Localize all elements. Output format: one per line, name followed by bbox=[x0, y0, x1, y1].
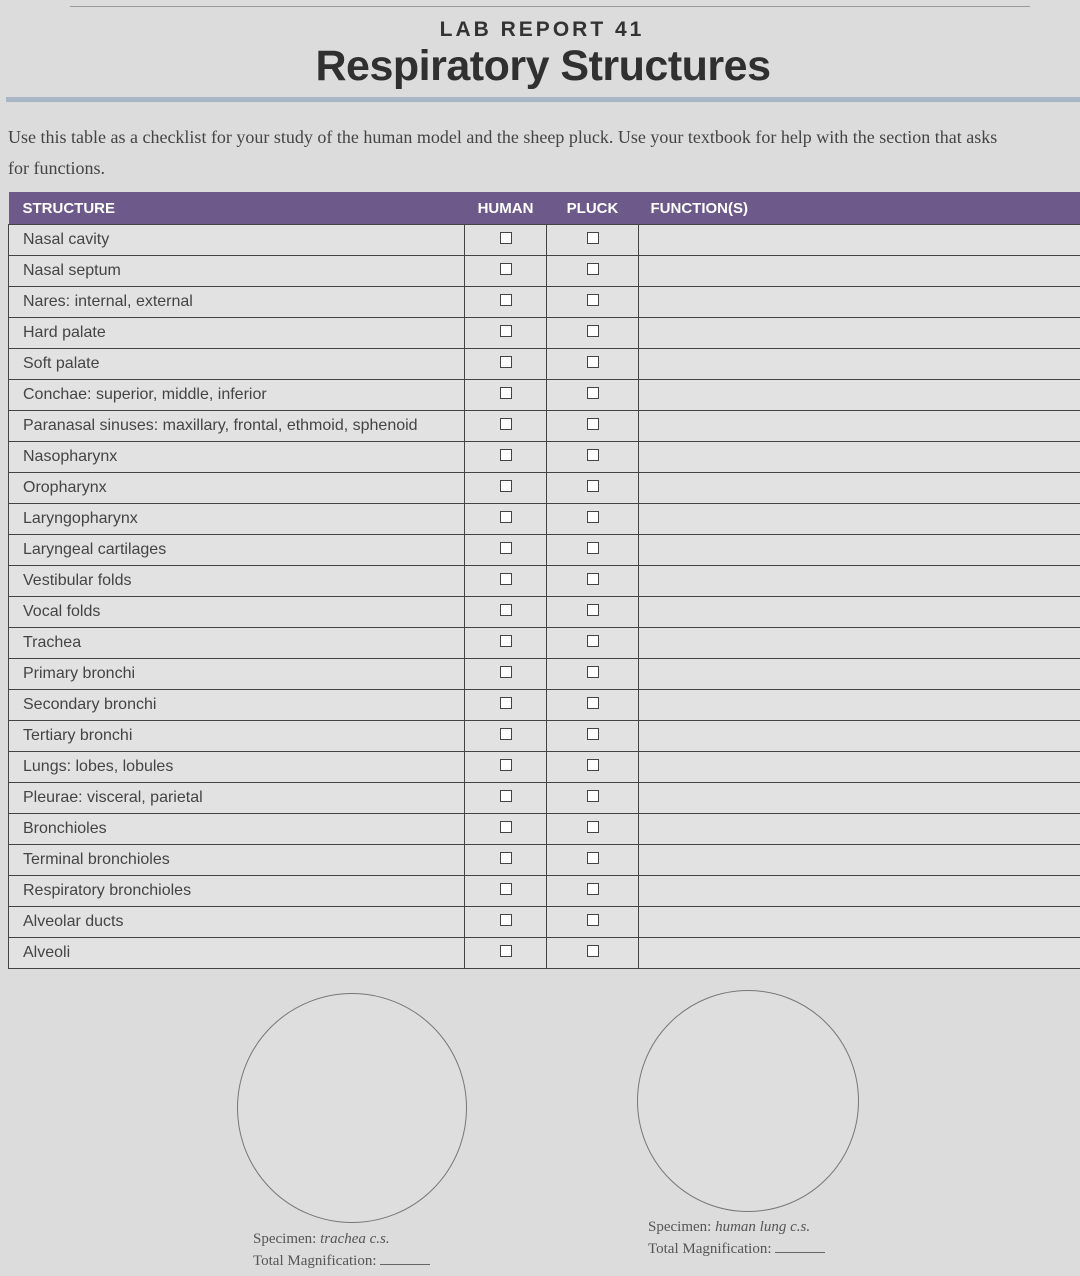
human-checkbox[interactable] bbox=[500, 914, 512, 926]
functions-cell[interactable] bbox=[639, 597, 1080, 628]
table-header-row bbox=[9, 192, 1080, 225]
top-rule bbox=[70, 6, 1030, 7]
pluck-checkbox[interactable] bbox=[587, 232, 599, 244]
pluck-cell bbox=[547, 845, 639, 876]
human-cell bbox=[465, 721, 547, 752]
structure-name: Pleurae: visceral, parietal bbox=[9, 783, 465, 814]
human-checkbox[interactable] bbox=[500, 294, 512, 306]
pluck-checkbox[interactable] bbox=[587, 480, 599, 492]
human-cell bbox=[465, 783, 547, 814]
pluck-cell bbox=[547, 628, 639, 659]
pluck-cell bbox=[547, 876, 639, 907]
table-row bbox=[9, 442, 1080, 473]
table-row bbox=[9, 597, 1080, 628]
human-checkbox[interactable] bbox=[500, 387, 512, 399]
pluck-cell bbox=[547, 690, 639, 721]
pluck-cell bbox=[547, 721, 639, 752]
human-checkbox[interactable] bbox=[500, 449, 512, 461]
human-checkbox[interactable] bbox=[500, 821, 512, 833]
column-header-structure: STRUCTURE bbox=[9, 192, 465, 225]
pluck-cell bbox=[547, 597, 639, 628]
human-cell bbox=[465, 690, 547, 721]
human-checkbox[interactable] bbox=[500, 604, 512, 616]
human-cell bbox=[465, 380, 547, 411]
structure-name: Terminal bronchioles bbox=[9, 845, 465, 876]
pluck-cell bbox=[547, 566, 639, 597]
table-row bbox=[9, 938, 1080, 969]
pluck-cell bbox=[547, 442, 639, 473]
pluck-cell bbox=[547, 504, 639, 535]
functions-cell[interactable] bbox=[639, 783, 1080, 814]
structure-name: Nasal cavity bbox=[9, 225, 465, 256]
pluck-cell bbox=[547, 380, 639, 411]
table-row bbox=[9, 876, 1080, 907]
pluck-checkbox[interactable] bbox=[587, 759, 599, 771]
functions-cell[interactable] bbox=[639, 752, 1080, 783]
pluck-checkbox[interactable] bbox=[587, 821, 599, 833]
human-cell bbox=[465, 597, 547, 628]
table-row bbox=[9, 752, 1080, 783]
structure-name: Tertiary bronchi bbox=[9, 721, 465, 752]
human-cell bbox=[465, 907, 547, 938]
table-row bbox=[9, 473, 1080, 504]
structure-name: Primary bronchi bbox=[9, 659, 465, 690]
structure-name: Nares: internal, external bbox=[9, 287, 465, 318]
human-checkbox[interactable] bbox=[500, 511, 512, 523]
table-row bbox=[9, 287, 1080, 318]
pluck-checkbox[interactable] bbox=[587, 883, 599, 895]
functions-cell[interactable] bbox=[639, 690, 1080, 721]
pluck-cell bbox=[547, 907, 639, 938]
structure-name: Trachea bbox=[9, 628, 465, 659]
human-cell bbox=[465, 287, 547, 318]
pluck-cell bbox=[547, 225, 639, 256]
table-row bbox=[9, 225, 1080, 256]
structure-name: Vestibular folds bbox=[9, 566, 465, 597]
functions-cell[interactable] bbox=[639, 938, 1080, 969]
table-row bbox=[9, 411, 1080, 442]
table-row bbox=[9, 783, 1080, 814]
structure-name: Alveolar ducts bbox=[9, 907, 465, 938]
pluck-cell bbox=[547, 287, 639, 318]
structure-name: Paranasal sinuses: maxillary, frontal, ethmoid, sphenoid bbox=[9, 411, 465, 442]
structure-name: Laryngopharynx bbox=[9, 504, 465, 535]
human-checkbox[interactable] bbox=[500, 325, 512, 337]
human-checkbox[interactable] bbox=[500, 542, 512, 554]
structure-name: Nasopharynx bbox=[9, 442, 465, 473]
human-checkbox[interactable] bbox=[500, 728, 512, 740]
pluck-cell bbox=[547, 473, 639, 504]
table-row bbox=[9, 380, 1080, 411]
structure-name: Soft palate bbox=[9, 349, 465, 380]
pluck-checkbox[interactable] bbox=[587, 294, 599, 306]
specimen-caption-trachea: Specimen: trachea c.s. Total Magnification: bbox=[253, 1228, 430, 1272]
trachea-drawing-circle[interactable] bbox=[237, 993, 467, 1223]
table-row bbox=[9, 721, 1080, 752]
functions-cell[interactable] bbox=[639, 845, 1080, 876]
structure-name: Laryngeal cartilages bbox=[9, 535, 465, 566]
structure-name: Respiratory bronchioles bbox=[9, 876, 465, 907]
pluck-cell bbox=[547, 752, 639, 783]
structure-name: Secondary bronchi bbox=[9, 690, 465, 721]
specimen-name: trachea c.s. bbox=[320, 1231, 390, 1247]
instructions bbox=[8, 122, 1080, 184]
pluck-cell bbox=[547, 318, 639, 349]
functions-cell[interactable] bbox=[639, 225, 1080, 256]
human-checkbox[interactable] bbox=[500, 635, 512, 647]
functions-cell[interactable] bbox=[639, 504, 1080, 535]
functions-cell[interactable] bbox=[639, 318, 1080, 349]
pluck-checkbox[interactable] bbox=[587, 604, 599, 616]
functions-cell[interactable] bbox=[639, 256, 1080, 287]
human-checkbox[interactable] bbox=[500, 790, 512, 802]
table-row bbox=[9, 907, 1080, 938]
human-cell bbox=[465, 752, 547, 783]
human-cell bbox=[465, 504, 547, 535]
human-checkbox[interactable] bbox=[500, 480, 512, 492]
human-cell bbox=[465, 628, 547, 659]
human-checkbox[interactable] bbox=[500, 883, 512, 895]
functions-cell[interactable] bbox=[639, 287, 1080, 318]
functions-cell[interactable] bbox=[639, 411, 1080, 442]
functions-cell[interactable] bbox=[639, 473, 1080, 504]
pluck-checkbox[interactable] bbox=[587, 852, 599, 864]
functions-cell[interactable] bbox=[639, 442, 1080, 473]
pluck-checkbox[interactable] bbox=[587, 542, 599, 554]
table-row bbox=[9, 690, 1080, 721]
human-cell bbox=[465, 318, 547, 349]
pluck-checkbox[interactable] bbox=[587, 356, 599, 368]
structure-name: Nasal septum bbox=[9, 256, 465, 287]
table-row bbox=[9, 256, 1080, 287]
human-cell bbox=[465, 814, 547, 845]
human-cell bbox=[465, 566, 547, 597]
structure-name: Lungs: lobes, lobules bbox=[9, 752, 465, 783]
human-checkbox[interactable] bbox=[500, 356, 512, 368]
pluck-checkbox[interactable] bbox=[587, 666, 599, 678]
functions-cell[interactable] bbox=[639, 721, 1080, 752]
structure-name: Hard palate bbox=[9, 318, 465, 349]
pluck-cell bbox=[547, 938, 639, 969]
functions-cell[interactable] bbox=[639, 628, 1080, 659]
pluck-cell bbox=[547, 535, 639, 566]
title-divider bbox=[6, 97, 1080, 102]
pluck-cell bbox=[547, 411, 639, 442]
magnification-blank[interactable] bbox=[380, 1252, 430, 1265]
pluck-cell bbox=[547, 783, 639, 814]
table-row bbox=[9, 504, 1080, 535]
human-cell bbox=[465, 473, 547, 504]
functions-cell[interactable] bbox=[639, 659, 1080, 690]
table-row bbox=[9, 628, 1080, 659]
functions-cell[interactable] bbox=[639, 535, 1080, 566]
pluck-cell bbox=[547, 349, 639, 380]
table-row bbox=[9, 535, 1080, 566]
pluck-checkbox[interactable] bbox=[587, 387, 599, 399]
pluck-checkbox[interactable] bbox=[587, 914, 599, 926]
pluck-checkbox[interactable] bbox=[587, 511, 599, 523]
human-checkbox[interactable] bbox=[500, 418, 512, 430]
page-title: Respiratory Structures bbox=[315, 42, 771, 90]
functions-cell[interactable] bbox=[639, 907, 1080, 938]
human-cell bbox=[465, 659, 547, 690]
column-header-functions: FUNCTION(S) bbox=[639, 192, 1080, 225]
lung-drawing-circle[interactable] bbox=[637, 990, 859, 1212]
instructions-line-2: for functions. bbox=[8, 158, 105, 178]
human-checkbox[interactable] bbox=[500, 945, 512, 957]
table-row bbox=[9, 566, 1080, 597]
table-row bbox=[9, 845, 1080, 876]
human-cell bbox=[465, 225, 547, 256]
human-checkbox[interactable] bbox=[500, 263, 512, 275]
specimen-caption-lung: Specimen: human lung c.s. Total Magnification: bbox=[648, 1216, 825, 1260]
structure-name: Oropharynx bbox=[9, 473, 465, 504]
human-cell bbox=[465, 876, 547, 907]
functions-cell[interactable] bbox=[639, 349, 1080, 380]
pluck-checkbox[interactable] bbox=[587, 418, 599, 430]
human-cell bbox=[465, 845, 547, 876]
pluck-checkbox[interactable] bbox=[587, 449, 599, 461]
pluck-checkbox[interactable] bbox=[587, 728, 599, 740]
functions-cell[interactable] bbox=[639, 566, 1080, 597]
human-cell bbox=[465, 411, 547, 442]
human-checkbox[interactable] bbox=[500, 852, 512, 864]
functions-cell[interactable] bbox=[639, 380, 1080, 411]
column-header-pluck: PLUCK bbox=[547, 192, 639, 225]
human-checkbox[interactable] bbox=[500, 666, 512, 678]
pluck-cell bbox=[547, 814, 639, 845]
pluck-cell bbox=[547, 659, 639, 690]
pluck-checkbox[interactable] bbox=[587, 573, 599, 585]
table-body bbox=[9, 225, 1080, 969]
pluck-checkbox[interactable] bbox=[587, 945, 599, 957]
human-cell bbox=[465, 938, 547, 969]
human-checkbox[interactable] bbox=[500, 759, 512, 771]
pluck-checkbox[interactable] bbox=[587, 790, 599, 802]
respiratory-checklist-table bbox=[8, 192, 1080, 969]
structure-name: Bronchioles bbox=[9, 814, 465, 845]
lab-report-number: LAB REPORT 41 bbox=[439, 18, 645, 41]
pluck-checkbox[interactable] bbox=[587, 697, 599, 709]
pluck-checkbox[interactable] bbox=[587, 263, 599, 275]
structure-name: Conchae: superior, middle, inferior bbox=[9, 380, 465, 411]
pluck-cell bbox=[547, 256, 639, 287]
magnification-blank[interactable] bbox=[775, 1240, 825, 1253]
functions-cell[interactable] bbox=[639, 876, 1080, 907]
human-cell bbox=[465, 442, 547, 473]
table-row bbox=[9, 349, 1080, 380]
structure-name: Vocal folds bbox=[9, 597, 465, 628]
pluck-checkbox[interactable] bbox=[587, 325, 599, 337]
human-cell bbox=[465, 535, 547, 566]
human-cell bbox=[465, 256, 547, 287]
human-checkbox[interactable] bbox=[500, 697, 512, 709]
table-row bbox=[9, 814, 1080, 845]
table-row bbox=[9, 318, 1080, 349]
human-checkbox[interactable] bbox=[500, 232, 512, 244]
table-row bbox=[9, 659, 1080, 690]
human-checkbox[interactable] bbox=[500, 573, 512, 585]
pluck-checkbox[interactable] bbox=[587, 635, 599, 647]
functions-cell[interactable] bbox=[639, 814, 1080, 845]
structure-name: Alveoli bbox=[9, 938, 465, 969]
human-cell bbox=[465, 349, 547, 380]
column-header-human: HUMAN bbox=[465, 192, 547, 225]
instructions-line-1: Use this table as a checklist for your study of the human model and the sheep pluck. Use your textbook for help with the section that asks bbox=[8, 127, 998, 147]
specimen-name: human lung c.s. bbox=[715, 1219, 811, 1235]
